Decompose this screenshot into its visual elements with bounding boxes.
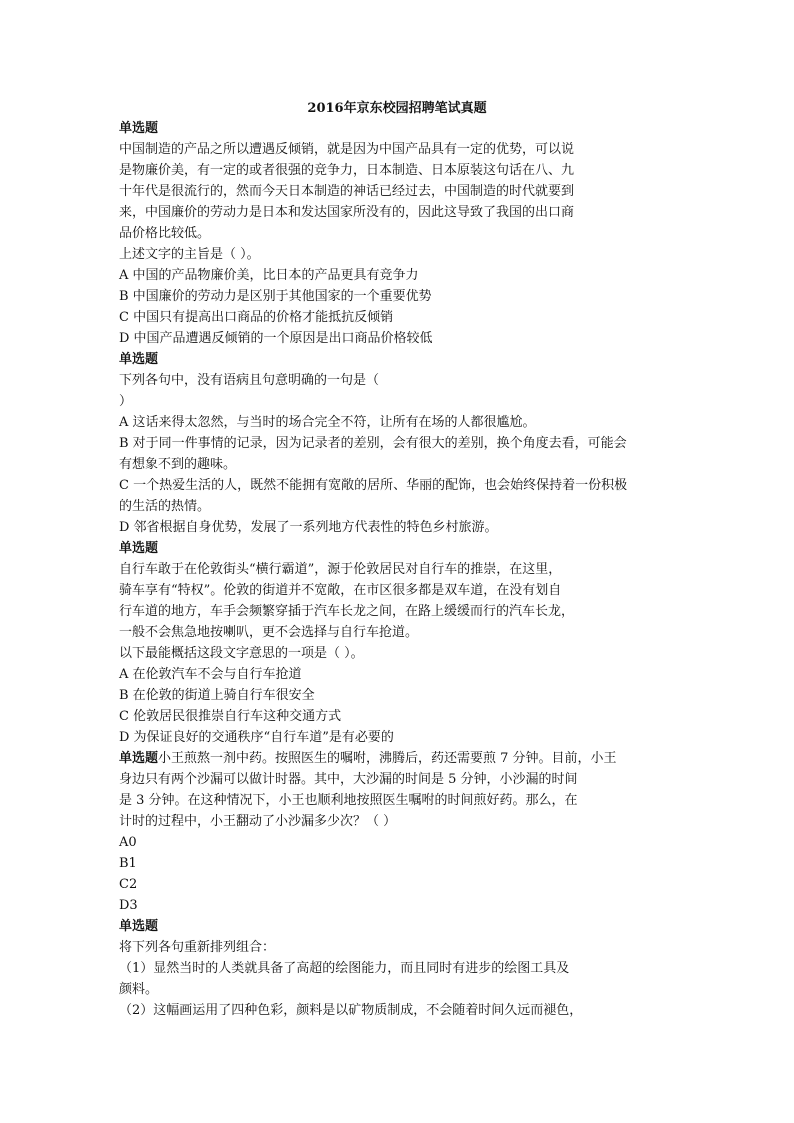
question-prompt: 下列各句中，没有语病且句意明确的一句是（ <box>119 373 380 388</box>
option-c: C 一个热爱生活的人，既然不能拥有宽敞的居所、华丽的配饰，也会始终保持着一份积极 <box>119 478 628 493</box>
question-stem-line: 骑车享有“特权”。伦敦的街道并不宽敞，在市区很多都是双车道，在没有划自 <box>119 583 562 598</box>
question-type-label: 单选题 <box>119 919 159 934</box>
document-title: 2016年京东校园招聘笔试真题 <box>307 101 487 116</box>
option-d: D3 <box>119 898 138 913</box>
question-prompt: ） <box>119 394 133 409</box>
question-stem-line: 十年代是很流行的，然而今天日本制造的神话已经过去，中国制造的时代就要到 <box>119 184 575 199</box>
option-a: A 这话来得太忽然，与当时的场合完全不符，让所有在场的人都很尴尬。 <box>119 415 536 430</box>
question-prompt: 上述文字的主旨是（ ）。 <box>119 247 260 262</box>
question-stem-line: 是物廉价美，有一定的或者很强的竞争力，日本制造、日本原装这句话在八、九 <box>119 163 575 178</box>
question-stem-line: 是 3 分钟。在这种情况下，小王也顺利地按照医生嘱咐的时间煎好药。那么，在 <box>119 793 578 808</box>
option-b: B 对于同一件事情的记录，因为记录者的差别，会有很大的差别，换个角度去看，可能会 <box>119 436 627 451</box>
option-b: B1 <box>119 856 137 871</box>
option-b: B 在伦敦的街道上骑自行车很安全 <box>119 688 315 703</box>
question-prompt: 计时的过程中，小王翻动了小沙漏多少次？（ ） <box>119 814 397 829</box>
question-prompt: 以下最能概括这段文字意思的一项是（ ）。 <box>119 646 364 661</box>
option-c: 的生活的热情。 <box>119 499 211 514</box>
option-b: 有想象不到的趣味。 <box>119 457 237 472</box>
sentence-item: （1）显然当时的人类就具备了高超的绘图能力，而且同时有进步的绘图工具及 <box>119 961 570 976</box>
question-stem-text: 小王煎熬一剂中药。按照医生的嘱咐，沸腾后，药还需要煎 7 分钟。目前，小王 <box>158 751 617 766</box>
option-c: C2 <box>119 877 138 892</box>
question-type-label: 单选题 <box>119 352 159 367</box>
question-type-label: 单选题 <box>119 541 159 556</box>
option-d: D 中国产品遭遇反倾销的一个原因是出口商品价格较低 <box>119 331 433 346</box>
question-prompt: 将下列各句重新排列组合： <box>119 940 276 955</box>
question-stem-line: 行车道的地方，车手会频繁穿插于汽车长龙之间，在路上缓缓而行的汽车长龙， <box>119 604 575 619</box>
option-b: B 中国廉价的劳动力是区别于其他国家的一个重要优势 <box>119 289 432 304</box>
option-d: D 为保证良好的交通秩序“自行车道”是有必要的 <box>119 730 394 745</box>
option-a: A0 <box>119 835 137 850</box>
question-stem-line: 自行车敢于在伦敦街头“横行霸道”，源于伦敦居民对自行车的推崇，在这里， <box>119 562 562 577</box>
question-stem-line: 品价格比较低。 <box>119 226 211 241</box>
question-stem-line: 一般不会焦急地按喇叭，更不会选择与自行车抢道。 <box>119 625 419 640</box>
question-stem-line: 来，中国廉价的劳动力是日本和发达国家所没有的，因此这导致了我国的出口商 <box>119 205 575 220</box>
sentence-item: 颜料。 <box>119 982 159 997</box>
question-stem-line: 中国制造的产品之所以遭遇反倾销，就是因为中国产品具有一定的优势，可以说 <box>119 142 575 157</box>
question-type-label: 单选题 <box>119 751 159 766</box>
question-stem-line: 身边只有两个沙漏可以做计时器。其中，大沙漏的时间是 5 分钟，小沙漏的时间 <box>119 772 578 787</box>
question-stem-line <box>119 750 617 768</box>
option-a: A 中国的产品物廉价美，比日本的产品更具有竞争力 <box>119 268 419 283</box>
option-c: C 伦敦居民很推崇自行车这种交通方式 <box>119 709 342 724</box>
option-c: C 中国只有提高出口商品的价格才能抵抗反倾销 <box>119 310 394 325</box>
question-type-label: 单选题 <box>119 121 159 136</box>
sentence-item: （2）这幅画运用了四种色彩，颜料是以矿物质制成，不会随着时间久远而褪色， <box>119 1003 583 1018</box>
option-a: A 在伦敦汽车不会与自行车抢道 <box>119 667 302 682</box>
option-d: D 邻省根据自身优势，发展了一系列地方代表性的特色乡村旅游。 <box>119 520 498 535</box>
